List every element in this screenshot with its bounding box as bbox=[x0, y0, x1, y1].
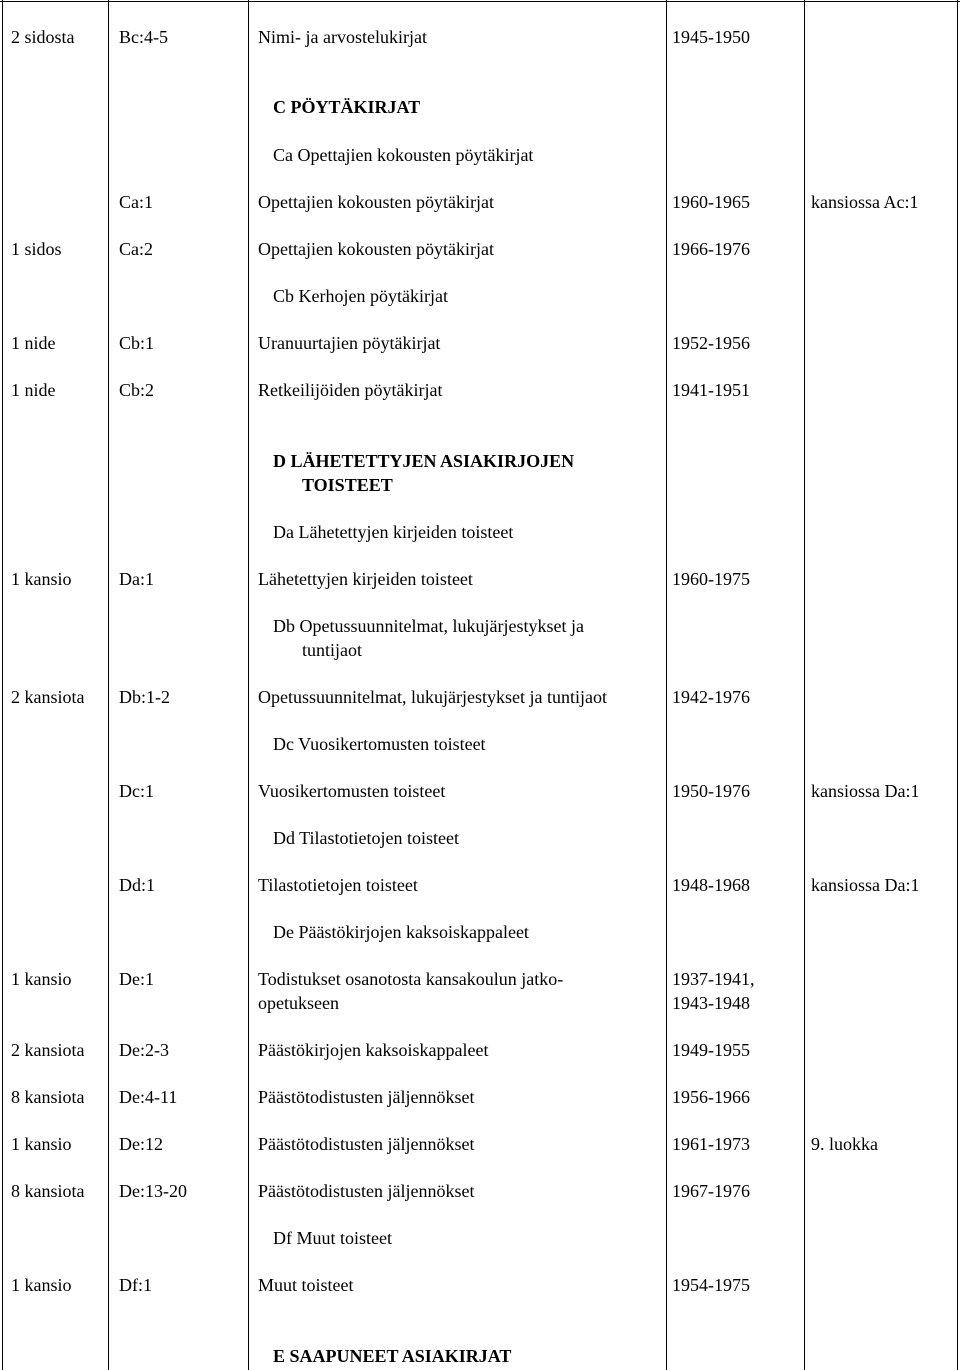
subsection-heading-db-cont: tuntijaot bbox=[302, 640, 362, 660]
row-years: 1937-1941, bbox=[672, 969, 755, 989]
row-volume: 1 kansio bbox=[11, 569, 72, 589]
row-years: 1956-1966 bbox=[672, 1087, 750, 1107]
row-code: Db:1-2 bbox=[119, 687, 170, 707]
row-title: Opetussuunnitelmat, lukujärjestykset ja tuntijaot bbox=[258, 687, 607, 707]
row-title: Opettajien kokousten pöytäkirjat bbox=[258, 192, 494, 212]
row-volume: 1 kansio bbox=[11, 1275, 72, 1295]
row-years: 1966-1976 bbox=[672, 239, 750, 259]
subsection-heading-de: De Päästökirjojen kaksoiskappaleet bbox=[273, 922, 529, 942]
column-divider bbox=[666, 0, 667, 1370]
row-note: kansiossa Ac:1 bbox=[811, 192, 919, 212]
row-title: Uranuurtajien pöytäkirjat bbox=[258, 333, 441, 353]
row-code: Dc:1 bbox=[119, 781, 154, 801]
subsection-heading-db: Db Opetussuunnitelmat, lukujärjestykset ja bbox=[273, 616, 584, 636]
row-code: Dd:1 bbox=[119, 875, 155, 895]
row-volume: 8 kansiota bbox=[11, 1181, 85, 1201]
table-border-left bbox=[2, 0, 3, 1370]
row-title: Lähetettyjen kirjeiden toisteet bbox=[258, 569, 473, 589]
row-years: 1967-1976 bbox=[672, 1181, 750, 1201]
section-heading-d: D LÄHETETTYJEN ASIAKIRJOJEN bbox=[273, 451, 575, 471]
row-note: 9. luokka bbox=[811, 1134, 878, 1154]
row-years: 1954-1975 bbox=[672, 1275, 750, 1295]
subsection-heading-da: Da Lähetettyjen kirjeiden toisteet bbox=[273, 522, 514, 542]
table-border-right bbox=[957, 0, 958, 1370]
row-years: 1952-1956 bbox=[672, 333, 750, 353]
section-heading-c: C PÖYTÄKIRJAT bbox=[273, 97, 421, 117]
row-code: De:2-3 bbox=[119, 1040, 169, 1060]
row-volume: 2 kansiota bbox=[11, 687, 85, 707]
row-years: 1960-1965 bbox=[672, 192, 750, 212]
row-years: 1948-1968 bbox=[672, 875, 750, 895]
row-years: 1942-1976 bbox=[672, 687, 750, 707]
header-title: Nimi- ja arvostelukirjat bbox=[258, 27, 427, 47]
row-code: Da:1 bbox=[119, 569, 154, 589]
row-title: Päästökirjojen kaksoiskappaleet bbox=[258, 1040, 489, 1060]
row-volume: 1 nide bbox=[11, 333, 56, 353]
section-heading-e: E SAAPUNEET ASIAKIRJAT bbox=[273, 1346, 512, 1366]
column-divider bbox=[108, 0, 109, 1370]
table-border-top bbox=[0, 1, 960, 2]
header-volume: 2 sidosta bbox=[11, 27, 75, 47]
row-volume: 1 kansio bbox=[11, 1134, 72, 1154]
row-title: Todistukset osanotosta kansakoulun jatko- bbox=[258, 969, 564, 989]
row-code: Cb:2 bbox=[119, 380, 155, 400]
row-title: Muut toisteet bbox=[258, 1275, 354, 1295]
row-note: kansiossa Da:1 bbox=[811, 781, 920, 801]
subsection-heading-dd: Dd Tilastotietojen toisteet bbox=[273, 828, 460, 848]
row-code: Cb:1 bbox=[119, 333, 155, 353]
row-title: Päästötodistusten jäljennökset bbox=[258, 1087, 475, 1107]
row-title: Tilastotietojen toisteet bbox=[258, 875, 418, 895]
row-years-cont: 1943-1948 bbox=[672, 993, 750, 1013]
row-years: 1961-1973 bbox=[672, 1134, 750, 1154]
row-volume: 2 kansiota bbox=[11, 1040, 85, 1060]
row-volume: 1 sidos bbox=[11, 239, 62, 259]
header-years: 1945-1950 bbox=[672, 27, 750, 47]
column-divider bbox=[804, 0, 805, 1370]
row-title: Päästötodistusten jäljennökset bbox=[258, 1181, 475, 1201]
row-years: 1941-1951 bbox=[672, 380, 750, 400]
column-divider bbox=[248, 0, 249, 1370]
row-code: De:1 bbox=[119, 969, 154, 989]
row-note: kansiossa Da:1 bbox=[811, 875, 920, 895]
header-code: Bc:4-5 bbox=[119, 27, 168, 47]
section-heading-d-cont: TOISTEET bbox=[302, 475, 393, 495]
row-code: Ca:2 bbox=[119, 239, 153, 259]
row-code: Df:1 bbox=[119, 1275, 152, 1295]
row-title: Opettajien kokousten pöytäkirjat bbox=[258, 239, 494, 259]
subsection-heading-df: Df Muut toisteet bbox=[273, 1228, 392, 1248]
row-code: De:4-11 bbox=[119, 1087, 178, 1107]
row-years: 1949-1955 bbox=[672, 1040, 750, 1060]
row-code: Ca:1 bbox=[119, 192, 153, 212]
row-years: 1950-1976 bbox=[672, 781, 750, 801]
row-code: De:13-20 bbox=[119, 1181, 187, 1201]
row-years: 1960-1975 bbox=[672, 569, 750, 589]
row-volume: 1 nide bbox=[11, 380, 56, 400]
row-title: Vuosikertomusten toisteet bbox=[258, 781, 446, 801]
row-title: Päästötodistusten jäljennökset bbox=[258, 1134, 475, 1154]
subsection-heading-ca: Ca Opettajien kokousten pöytäkirjat bbox=[273, 145, 534, 165]
row-volume: 8 kansiota bbox=[11, 1087, 85, 1107]
subsection-heading-cb: Cb Kerhojen pöytäkirjat bbox=[273, 286, 448, 306]
subsection-heading-dc: Dc Vuosikertomusten toisteet bbox=[273, 734, 486, 754]
row-title: Retkeilijöiden pöytäkirjat bbox=[258, 380, 443, 400]
row-volume: 1 kansio bbox=[11, 969, 72, 989]
row-title-cont: opetukseen bbox=[258, 993, 339, 1013]
row-code: De:12 bbox=[119, 1134, 163, 1154]
